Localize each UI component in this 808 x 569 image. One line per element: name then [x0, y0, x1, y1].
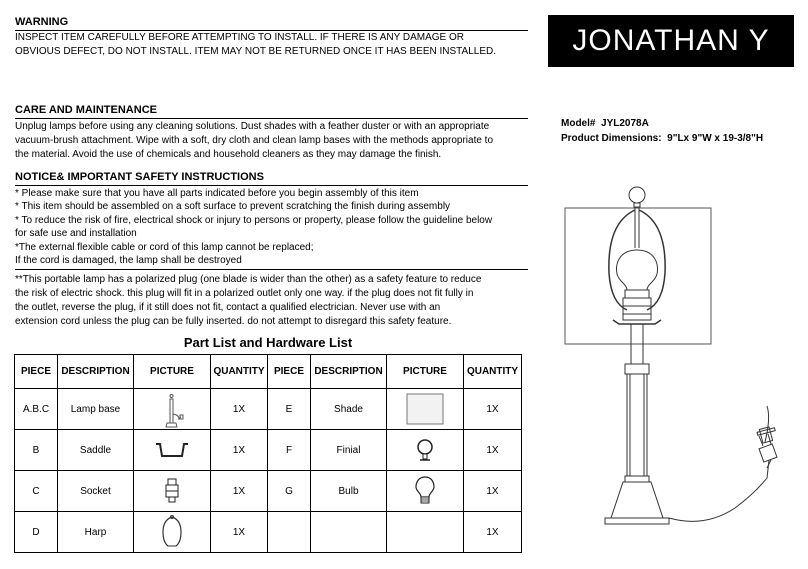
- lamp-base-icon: [157, 389, 187, 429]
- model-label: Model#: [561, 118, 596, 129]
- table-row: [15, 512, 522, 553]
- header-description: DESCRIPTION: [311, 355, 387, 389]
- quantity-cell: 1X: [211, 512, 268, 553]
- parts-list-title: Part List and Hardware List: [183, 335, 353, 350]
- brand-logo: JONATHAN Y: [548, 15, 794, 67]
- dimensions-label: Product Dimensions:: [561, 133, 662, 144]
- safety-title: NOTICE& IMPORTANT SAFETY INSTRUCTIONS: [15, 171, 264, 183]
- description-cell: Finial: [311, 430, 387, 471]
- header-piece: PIECE: [268, 355, 311, 389]
- piece-cell: G: [268, 471, 311, 512]
- picture-cell: [387, 471, 464, 512]
- care-line: Unplug lamps before using any cleaning solutions. Dust shades with a feather duster or with an appropriate: [15, 121, 490, 132]
- picture-cell: [387, 389, 464, 430]
- safety-line: for safe use and installation: [15, 228, 137, 239]
- model-value: JYL2078A: [601, 118, 649, 129]
- quantity-cell: 1X: [211, 389, 268, 430]
- header-quantity: QUANTITY: [211, 355, 268, 389]
- piece-cell: [268, 512, 311, 553]
- care-title: CARE AND MAINTENANCE: [15, 104, 157, 116]
- lamp-assembly-icon: [555, 178, 795, 563]
- description-cell: Lamp base: [58, 389, 134, 430]
- parts-header-row: [15, 355, 522, 389]
- picture-cell: [134, 430, 211, 471]
- piece-cell: E: [268, 389, 311, 430]
- saddle-icon: [152, 438, 192, 462]
- quantity-cell: 1X: [211, 471, 268, 512]
- piece-cell: C: [15, 471, 58, 512]
- safety-divider: [15, 269, 528, 270]
- care-line: the material. Avoid the use of chemicals and household cleaners as they may damage the finish.: [15, 149, 442, 160]
- plug-line: **This portable lamp has a polarized plug (one blade is wider than the other) as a safety feature to reduce: [15, 274, 482, 285]
- picture-cell: [134, 512, 211, 553]
- quantity-cell: 1X: [464, 471, 522, 512]
- description-cell: Shade: [311, 389, 387, 430]
- piece-cell: D: [15, 512, 58, 553]
- header-picture: PICTURE: [134, 355, 211, 389]
- description-cell: Harp: [58, 512, 134, 553]
- warning-line: OBVIOUS DEFECT, DO NOT INSTALL. ITEM MAY NOT BE RETURNED ONCE IT HAS BEEN INSTALLED.: [15, 46, 497, 57]
- safety-line: *The external flexible cable or cord of this lamp cannot be replaced;: [15, 242, 314, 253]
- safety-rule: [15, 185, 528, 186]
- header-description: DESCRIPTION: [58, 355, 134, 389]
- product-info: [561, 116, 763, 146]
- picture-cell: [134, 471, 211, 512]
- care-line: vacuum-brush attachment. Wipe with a soft, dry cloth and clean lamp bases with the methods appropriate to: [15, 135, 494, 146]
- warning-title: WARNING: [15, 16, 69, 28]
- table-row: [15, 430, 522, 471]
- picture-cell: [134, 389, 211, 430]
- description-cell: Saddle: [58, 430, 134, 471]
- warning-line: INSPECT ITEM CAREFULLY BEFORE ATTEMPTING TO INSTALL. IF THERE IS ANY DAMAGE OR: [15, 32, 464, 43]
- plug-line: the outlet, reverse the plug, if it still does not fit, contact a qualified electrician. Never use with an: [15, 302, 441, 313]
- table-row: [15, 389, 522, 430]
- table-row: [15, 471, 522, 512]
- quantity-cell: 1X: [464, 430, 522, 471]
- plug-line: extension cord unless the plug can be fully inserted. do not attempt to disregard this safety feature.: [15, 316, 452, 327]
- harp-icon: [157, 514, 187, 550]
- quantity-cell: 1X: [464, 512, 522, 553]
- socket-icon: [162, 476, 182, 506]
- piece-cell: F: [268, 430, 311, 471]
- dimensions-value: 9"Lx 9"W x 19-3/8"H: [667, 133, 764, 144]
- header-quantity: QUANTITY: [464, 355, 522, 389]
- shade-icon: [405, 392, 445, 426]
- safety-line: * Please make sure that you have all parts indicated before you begin assembly of this item: [15, 188, 419, 199]
- care-rule: [15, 118, 528, 119]
- piece-cell: A.B.C: [15, 389, 58, 430]
- piece-cell: B: [15, 430, 58, 471]
- quantity-cell: 1X: [464, 389, 522, 430]
- header-piece: PIECE: [15, 355, 58, 389]
- picture-cell: [387, 430, 464, 471]
- description-cell: Socket: [58, 471, 134, 512]
- finial-icon: [413, 435, 437, 465]
- safety-line: If the cord is damaged, the lamp shall be destroyed: [15, 255, 242, 266]
- parts-table: [14, 354, 522, 553]
- description-cell: Bulb: [311, 471, 387, 512]
- safety-line: * This item should be assembled on a soft surface to prevent scratching the finish during assembly: [15, 201, 451, 212]
- picture-cell: [387, 512, 464, 553]
- bulb-icon: [413, 475, 437, 507]
- description-cell: [311, 512, 387, 553]
- header-picture: PICTURE: [387, 355, 464, 389]
- safety-line: * To reduce the risk of fire, electrical shock or injury to persons or property, please follow the guideline below: [15, 215, 493, 226]
- plug-line: the risk of electric shock. this plug will fit in a polarized outlet only one way. if the plug does not fit fully in: [15, 288, 474, 299]
- quantity-cell: 1X: [211, 430, 268, 471]
